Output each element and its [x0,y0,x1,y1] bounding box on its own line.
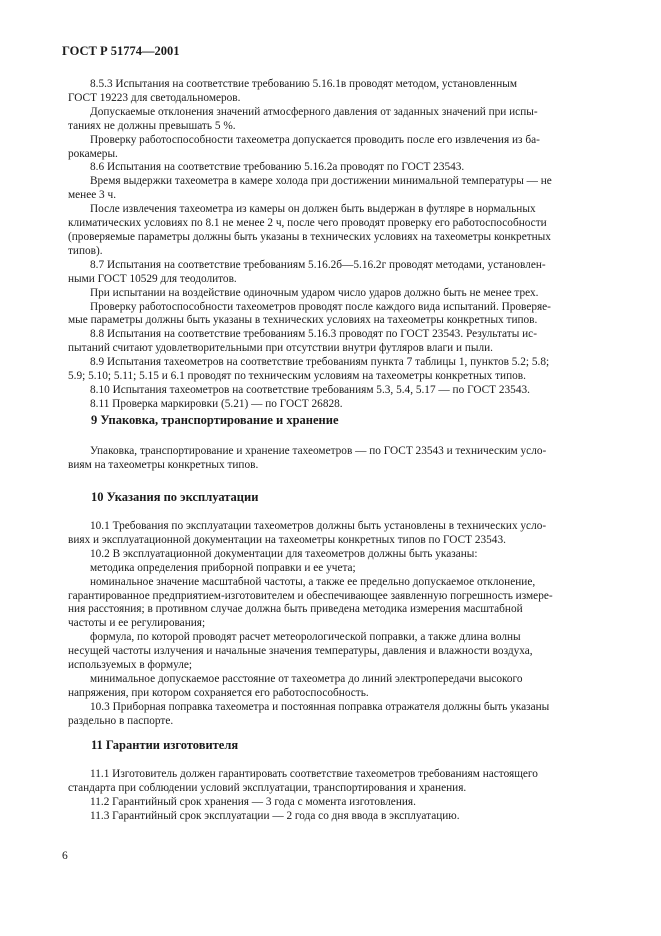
text-line: частоты и ее регулирования; [68,617,206,630]
text-line: При испытании на воздействие одиночным ударом число ударов должно быть не менее трех. [90,286,539,299]
section-9-body [68,445,601,473]
text-line: 8.8 Испытания на соответствие требованиям 5.16.3 проводят по ГОСТ 23543. Результаты ис- [90,328,537,341]
text-line: 10.3 Приборная поправка тахеометра и постоянная поправка отражателя должны быть указаны [90,700,550,713]
text-line: Проверку работоспособности тахеометра допускается проводить после его извлечения из ба- [90,133,540,146]
text-line: 11.3 Гарантийный срок эксплуатации — 2 года со дня ввода в эксплуатацию. [90,809,460,822]
text-line: таниях не должны превышать 5 %. [68,119,236,132]
text-line: несущей частоты излучения и начальные значения температуры, давления и влажности воздуха, [68,645,533,658]
text-line: климатических условиях по 8.1 не менее 2 ч, после чего проводят проверку его работоспособности [68,217,547,230]
text-line: 8.6 Испытания на соответствие требованию 5.16.2а проводят по ГОСТ 23543. [90,161,465,174]
text-line: рокамеры. [68,147,118,160]
text-line: мые параметры должны быть указаны в технических условиях на тахеометры конкретных типов. [68,314,538,327]
section-10-heading: 10 Указания по эксплуатации [91,490,259,504]
text-line: ГОСТ 19223 для светодальномеров. [68,91,241,104]
text-line: пытаний считают удовлетворительными при отсутствии внутри футляров влаги и пыли. [68,342,493,355]
text-line: 5.9; 5.10; 5.11; 5.15 и 6.1 проводят по техническим условиям на тахеометры конкретных типов. [68,370,526,383]
text-line: 10.2 В эксплуатационной документации для тахеометров должны быть указаны: [90,547,478,560]
text-line: После извлечения тахеометра из камеры он должен быть выдержан в футляре в нормальных [90,203,536,216]
section-11-heading: 11 Гарантии изготовителя [91,738,239,752]
text-line: 8.9 Испытания тахеометров на соответствие требованиям пункта 7 таблицы 1, пунктов 5.2; 5.8; [90,356,550,369]
text-line: Допускаемые отклонения значений атмосферного давления от заданных значений при испы- [90,105,538,118]
text-line: 8.5.3 Испытания на соответствие требованию 5.16.1в проводят методом, установленным [90,78,518,90]
text-line: 8.7 Испытания на соответствие требованиям 5.16.2б—5.16.2г проводят методами, установлен- [90,258,546,271]
text-line: методика определения приборной поправки и ее учета; [90,561,356,574]
text-line: формула, по которой проводят расчет метеорологической поправки, а также длина волны [90,631,521,644]
text-line: Проверку работоспособности тахеометров проводят после каждого вида испытаний. Проверяе- [90,300,551,313]
text-line: 11.2 Гарантийный срок хранения — 3 года с момента изготовления. [90,795,416,808]
text-line: Время выдержки тахеометра в камере холода при достижении минимальной температуры — не [90,175,552,188]
section-11-body [68,768,601,824]
page-number: 6 [62,850,68,862]
text-line: менее 3 ч. [68,189,117,202]
section-10-body [68,520,601,729]
text-line: 8.10 Испытания тахеометров на соответствие требованиям 5.3, 5.4, 5.17 — по ГОСТ 23543. [90,383,530,396]
text-line: виях и эксплуатационной документации на тахеометры конкретных типов по ГОСТ 23543. [68,533,506,546]
text-line: (проверяемые параметры должны быть указаны в технических условиях на тахеометры конкретных [68,230,551,243]
text-line: 8.11 Проверка маркировки (5.21) — по ГОСТ 26828. [90,397,343,410]
text-line: ния расстояния; в противном случае должна быть приведена методика измерения масштабной [68,603,523,616]
text-line: Упаковка, транспортирование и хранение тахеометров — по ГОСТ 23543 и техническим усло- [90,445,547,457]
text-line: 10.1 Требования по эксплуатации тахеометров должны быть установлены в технических усло- [90,520,547,532]
text-line: раздельно в паспорте. [68,714,174,727]
text-line: используемых в формуле; [68,659,193,672]
section-8-continuation [68,78,601,412]
section-9-heading: 9 Упаковка, транспортирование и хранение [91,413,339,427]
text-line: типов). [68,244,103,257]
text-line: минимальное допускаемое расстояние от тахеометра до линий электропередачи высокого [90,672,523,685]
text-line: ными ГОСТ 10529 для теодолитов. [68,272,237,285]
text-line: 11.1 Изготовитель должен гарантировать соответствие тахеометров требованиям настоящего [90,768,538,780]
text-line: напряжения, при котором сохраняется его работоспособность. [68,686,369,699]
text-line: виям на тахеометры конкретных типов. [68,458,259,471]
text-line: номинальное значение масштабной частоты, а также ее предельно допускаемое отклонение, [90,575,536,588]
document-code-header: ГОСТ Р 51774—2001 [62,44,180,58]
text-line: стандарта при соблюдении условий эксплуатации, транспортирования и хранения. [68,781,467,794]
text-line: гарантированное предприятием-изготовителем и обеспечивающее заявленную погрешность измере- [68,589,553,602]
